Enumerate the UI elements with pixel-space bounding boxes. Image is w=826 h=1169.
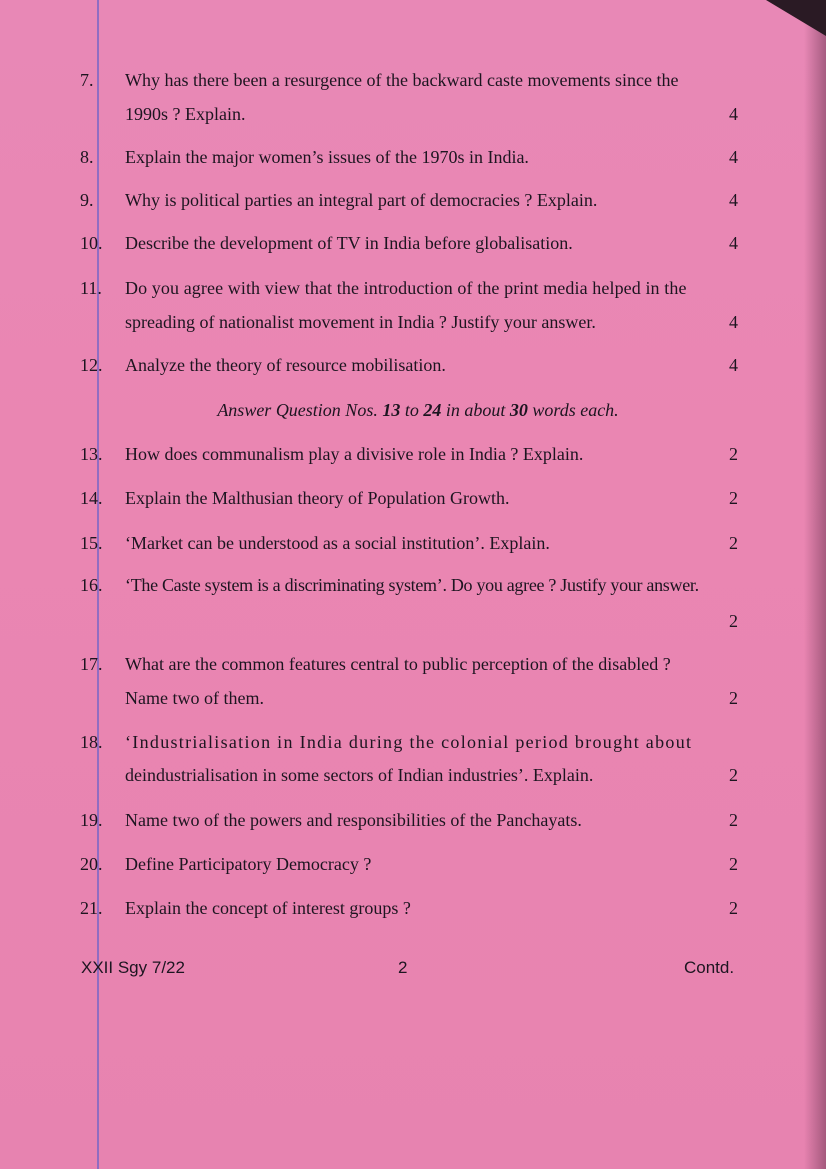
- question-marks: 2: [729, 898, 738, 918]
- question-text: spreading of nationalist movement in India ? Justify your answer.: [125, 312, 596, 332]
- page-corner: [766, 0, 826, 36]
- instruction-from: 13: [382, 400, 401, 420]
- question-text: Explain the concept of interest groups ?: [125, 898, 411, 918]
- question-number: 18.: [80, 732, 103, 752]
- continued-label: Contd.: [684, 958, 735, 977]
- question-marks: 2: [729, 611, 738, 631]
- page-number: 2: [398, 958, 408, 977]
- question-marks: 2: [729, 765, 738, 785]
- question-text: Why is political parties an integral part of democracies ? Explain.: [125, 190, 598, 210]
- question-number: 12.: [80, 355, 103, 375]
- question-text: ‘Industrialisation in India during the colonial period brought about: [125, 732, 693, 752]
- question-text: deindustrialisation in some sectors of Indian industries’. Explain.: [125, 765, 594, 785]
- question-marks: 4: [729, 233, 738, 253]
- question-number: 9.: [80, 190, 94, 210]
- question-number: 14.: [80, 488, 103, 508]
- question-text: What are the common features central to public perception of the disabled ?: [125, 654, 671, 674]
- question-text: ‘Market can be understood as a social institution’. Explain.: [125, 533, 550, 553]
- question-number: 11.: [80, 278, 102, 298]
- question-marks: 2: [729, 854, 738, 874]
- question-number: 10.: [80, 233, 103, 253]
- question-text: Describe the development of TV in India before globalisation.: [125, 233, 573, 253]
- page-edge-shadow: [804, 0, 826, 1169]
- question-number: 8.: [80, 147, 94, 167]
- question-marks: 4: [729, 190, 738, 210]
- question-marks: 2: [729, 533, 738, 553]
- question-text: Explain the major women’s issues of the 1970s in India.: [125, 147, 529, 167]
- question-number: 7.: [80, 70, 94, 90]
- question-text: 1990s ? Explain.: [125, 104, 246, 124]
- question-marks: 4: [729, 147, 738, 167]
- question-text: ‘The Caste system is a discriminating system’. Do you agree ? Justify your answer.: [125, 575, 699, 595]
- instruction-prefix: Answer Question Nos.: [217, 400, 378, 420]
- instruction-suffix: words each.: [532, 400, 619, 420]
- question-number: 21.: [80, 898, 103, 918]
- question-text: Name two of the powers and responsibilities of the Panchayats.: [125, 810, 582, 830]
- question-number: 16.: [80, 575, 103, 595]
- question-marks: 4: [729, 104, 738, 124]
- instruction-words: 30: [509, 400, 528, 420]
- question-marks: 4: [729, 312, 738, 332]
- question-text: Do you agree with view that the introduction of the print media helped in the: [125, 278, 687, 298]
- instruction-middle: in about: [445, 400, 506, 420]
- question-marks: 2: [729, 444, 738, 464]
- question-text: How does communalism play a divisive role in India ? Explain.: [125, 444, 584, 464]
- paper-code: XXII Sgy 7/22: [81, 958, 185, 977]
- question-text: Name two of them.: [125, 688, 264, 708]
- question-marks: 2: [729, 810, 738, 830]
- question-number: 13.: [80, 444, 103, 464]
- question-text: Why has there been a resurgence of the backward caste movements since the: [125, 70, 679, 90]
- question-number: 19.: [80, 810, 103, 830]
- question-text: Define Participatory Democracy ?: [125, 854, 372, 874]
- question-number: 17.: [80, 654, 103, 674]
- instruction-to: 24: [423, 400, 442, 420]
- question-text: Analyze the theory of resource mobilisation.: [125, 355, 446, 375]
- question-number: 15.: [80, 533, 103, 553]
- question-number: 20.: [80, 854, 103, 874]
- question-text: Explain the Malthusian theory of Population Growth.: [125, 488, 510, 508]
- question-marks: 4: [729, 355, 738, 375]
- section-instruction: [0, 396, 826, 424]
- instruction-to-word: to: [404, 400, 419, 420]
- question-marks: 2: [729, 488, 738, 508]
- question-marks: 2: [729, 688, 738, 708]
